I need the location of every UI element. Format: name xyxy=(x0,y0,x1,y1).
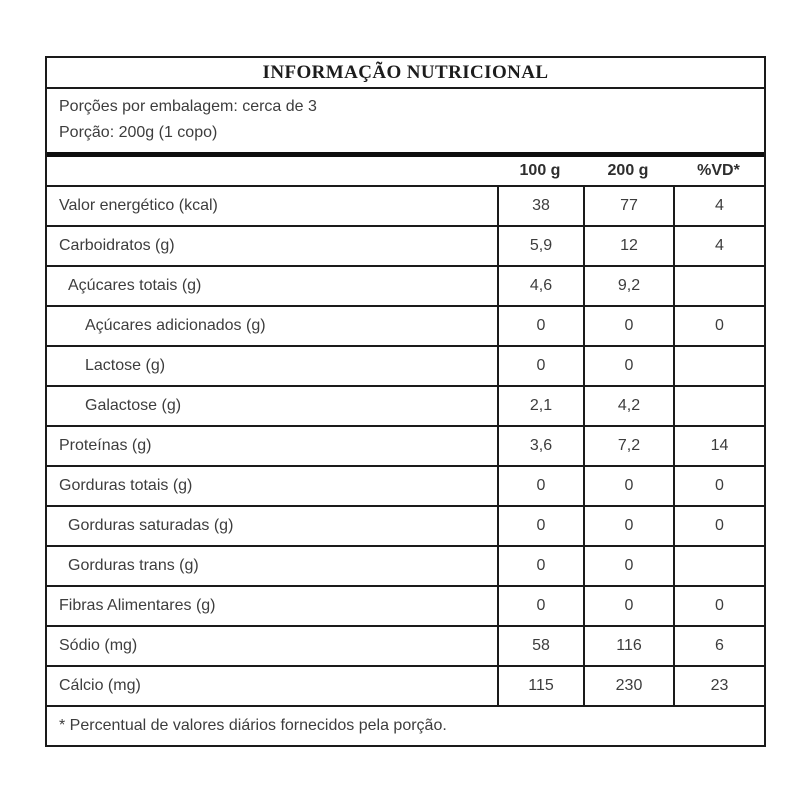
portion-section xyxy=(47,89,764,152)
table-row xyxy=(47,505,764,545)
nutrient-label: Açúcares adicionados (g) xyxy=(85,317,266,334)
column-header-200g: 200 g xyxy=(607,162,649,179)
value-200g: 7,2 xyxy=(583,427,673,465)
table-row xyxy=(47,585,764,625)
value-100g: 38 xyxy=(497,187,583,225)
table-row xyxy=(47,425,764,465)
value-vd xyxy=(673,547,764,585)
value-vd: 4 xyxy=(673,187,764,225)
value-100g: 0 xyxy=(497,547,583,585)
value-200g: 0 xyxy=(583,507,673,545)
value-100g: 0 xyxy=(497,307,583,345)
table-row xyxy=(47,265,764,305)
value-100g: 0 xyxy=(497,347,583,385)
table-row xyxy=(47,665,764,705)
value-100g: 4,6 xyxy=(497,267,583,305)
table-row xyxy=(47,385,764,425)
value-200g: 4,2 xyxy=(583,387,673,425)
nutrient-label: Açúcares totais (g) xyxy=(68,277,202,294)
value-vd: 0 xyxy=(673,467,764,505)
value-200g: 0 xyxy=(583,547,673,585)
servings-per-package-line: Porções por embalagem: cerca de 3 xyxy=(59,98,317,115)
value-vd: 6 xyxy=(673,627,764,665)
nutrient-label: Cálcio (mg) xyxy=(59,677,141,694)
nutrient-label: Gorduras saturadas (g) xyxy=(68,517,234,534)
nutrient-label: Sódio (mg) xyxy=(59,637,138,654)
value-100g: 0 xyxy=(497,467,583,505)
value-vd: 4 xyxy=(673,227,764,265)
nutrient-label: Valor energético (kcal) xyxy=(59,197,218,214)
nutrition-table xyxy=(45,56,766,747)
value-vd: 23 xyxy=(673,667,764,705)
value-200g: 0 xyxy=(583,467,673,505)
value-100g: 2,1 xyxy=(497,387,583,425)
table-row xyxy=(47,185,764,225)
nutrient-label: Fibras Alimentares (g) xyxy=(59,597,216,614)
table-title: INFORMAÇÃO NUTRICIONAL xyxy=(47,58,764,89)
value-200g: 230 xyxy=(583,667,673,705)
value-100g: 3,6 xyxy=(497,427,583,465)
footnote: * Percentual de valores diários fornecidos pela porção. xyxy=(47,705,764,745)
table-row xyxy=(47,625,764,665)
column-header-row xyxy=(47,157,764,185)
nutrient-label: Galactose (g) xyxy=(85,397,182,414)
table-row xyxy=(47,465,764,505)
column-header-spacer xyxy=(47,157,497,185)
value-100g: 58 xyxy=(497,627,583,665)
value-100g: 115 xyxy=(497,667,583,705)
table-row xyxy=(47,545,764,585)
value-100g: 0 xyxy=(497,587,583,625)
nutrient-label: Gorduras trans (g) xyxy=(68,557,199,574)
value-200g: 9,2 xyxy=(583,267,673,305)
column-header-vd: %VD* xyxy=(697,162,740,179)
table-row xyxy=(47,225,764,265)
value-200g: 0 xyxy=(583,587,673,625)
value-vd xyxy=(673,267,764,305)
value-200g: 0 xyxy=(583,307,673,345)
column-header-100g: 100 g xyxy=(519,162,561,179)
value-200g: 0 xyxy=(583,347,673,385)
nutrient-label: Proteínas (g) xyxy=(59,437,152,454)
table-row xyxy=(47,305,764,345)
nutrient-label: Lactose (g) xyxy=(85,357,166,374)
value-100g: 5,9 xyxy=(497,227,583,265)
table-row xyxy=(47,345,764,385)
nutrient-label: Gorduras totais (g) xyxy=(59,477,193,494)
value-vd: 0 xyxy=(673,507,764,545)
value-200g: 116 xyxy=(583,627,673,665)
portion-size-line: Porção: 200g (1 copo) xyxy=(59,124,218,141)
value-200g: 12 xyxy=(583,227,673,265)
value-vd: 0 xyxy=(673,587,764,625)
value-vd: 14 xyxy=(673,427,764,465)
value-100g: 0 xyxy=(497,507,583,545)
value-200g: 77 xyxy=(583,187,673,225)
value-vd xyxy=(673,387,764,425)
table-body xyxy=(47,185,764,705)
value-vd xyxy=(673,347,764,385)
value-vd: 0 xyxy=(673,307,764,345)
nutrient-label: Carboidratos (g) xyxy=(59,237,175,254)
